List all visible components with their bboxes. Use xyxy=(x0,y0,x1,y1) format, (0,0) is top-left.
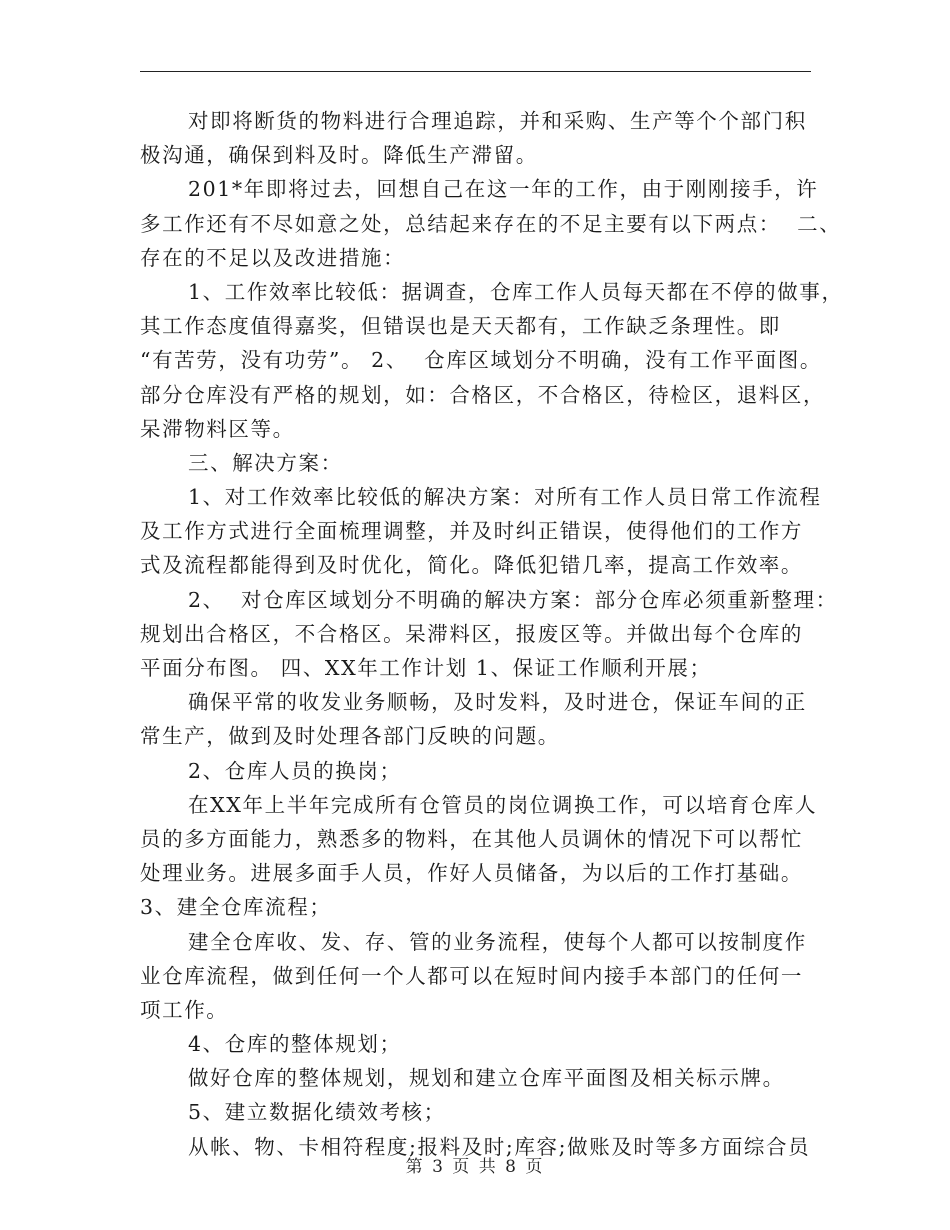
text-line: 5、建立数据化绩效考核； xyxy=(188,1100,446,1125)
text-line: 从帐、物、卡相符程度;报料及时;库容;做账及时等多方面综合员 xyxy=(188,1134,811,1159)
text-line: 员的多方面能力，熟悉多的物料，在其他人员调休的情况下可以帮忙 xyxy=(140,826,803,851)
text-line: 存在的不足以及改进措施： xyxy=(140,245,406,270)
text-line: 在XX年上半年完成所有仓管员的岗位调换工作，可以培育仓库人 xyxy=(188,792,818,817)
text-line: 做好仓库的整体规划，规划和建立仓库平面图及相关标示牌。 xyxy=(188,1066,785,1091)
text-line: 3、建全仓库流程； xyxy=(140,895,332,920)
text-line: 4、仓库的整体规划； xyxy=(188,1032,402,1057)
text-line: 常生产，做到及时处理各部门反映的问题。 xyxy=(140,724,560,749)
text-line: 部分仓库没有严格的规划，如：合格区，不合格区，待检区，退料区， xyxy=(140,382,826,407)
text-line: 及工作方式进行全面梳理调整，并及时纠正错误，使得他们的工作方 xyxy=(140,519,803,544)
text-line: “有苦劳，没有功劳”。 2、 仓库区域划分不明确，没有工作平面图。 xyxy=(140,348,822,373)
text-line: 极沟通，确保到料及时。降低生产滞留。 xyxy=(140,143,538,168)
text-line: 三、解决方案： xyxy=(188,450,343,475)
text-line: 规划出合格区，不合格区。呆滞料区，报废区等。并做出每个仓库的 xyxy=(140,621,803,646)
text-line: 其工作态度值得嘉奖，但错误也是天天都有，工作缺乏条理性。即 xyxy=(140,314,781,339)
text-line: 平面分布图。 四、XX年工作计划 1、保证工作顺利开展； xyxy=(140,656,712,680)
text-line: 呆滞物料区等。 xyxy=(140,416,295,441)
page-number-footer: 第 3 页 共 8 页 xyxy=(405,1157,545,1177)
text-line: 式及流程都能得到及时优化，简化。降低犯错几率，提高工作效率。 xyxy=(140,553,803,578)
text-line: 1、工作效率比较低：据调查，仓库工作人员每天都在不停的做事， xyxy=(188,279,844,304)
text-line: 对即将断货的物料进行合理追踪，并和采购、生产等个个部门积 xyxy=(188,109,807,133)
text-line: 项工作。 xyxy=(140,997,229,1022)
text-line: 201*年即将过去，回想自己在这一年的工作，由于刚刚接手，许 xyxy=(188,177,819,202)
text-line: 2、 对仓库区域划分不明确的解决方案：部分仓库必须重新整理： xyxy=(188,587,838,612)
text-line: 业仓库流程，做到任何一个人都可以在短时间内接手本部门的任何一 xyxy=(140,963,803,988)
text-line: 1、对工作效率比较低的解决方案：对所有工作人员日常工作流程 xyxy=(188,485,822,510)
header-rule xyxy=(140,71,811,72)
document-body xyxy=(140,104,844,1164)
text-line: 建全仓库收、发、存、管的业务流程，使每个人都可以按制度作 xyxy=(188,929,807,954)
text-line: 确保平常的收发业务顺畅，及时发料，及时进仓，保证车间的正 xyxy=(188,690,807,715)
text-line: 2、仓库人员的换岗； xyxy=(188,758,402,783)
text-line: 处理业务。进展多面手人员，作好人员储备，为以后的工作打基础。 xyxy=(140,861,803,886)
text-line: 多工作还有不尽如意之处，总结起来存在的不足主要有以下两点： 二、 xyxy=(140,211,842,236)
